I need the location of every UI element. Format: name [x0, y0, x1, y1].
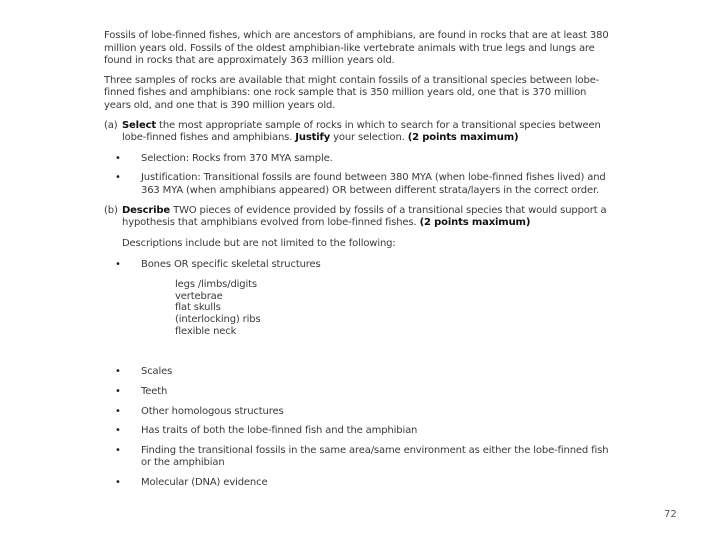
list-item: • Molecular (DNA) evidence — [104, 477, 614, 490]
part-a-verb-justify: Justify — [295, 132, 331, 144]
part-a-label: (a) — [104, 119, 118, 131]
bones-bullet-text: Bones OR specific skeletal structures — [141, 259, 321, 271]
list-item — [104, 259, 614, 337]
part-a-text-1: the most appropriate sample of rocks in which to search for a transitional species between lobe-finned fishes and amphibians. — [122, 119, 601, 144]
skeletal-structures-list — [141, 279, 614, 338]
part-a-points: (2 points maximum) — [407, 132, 519, 144]
part-a-selection: • Selection: Rocks from 370 MYA sample. — [104, 153, 614, 166]
list-item: • Scales — [104, 366, 614, 379]
list-item: flat skulls — [175, 302, 221, 314]
part-b-points: (2 points maximum) — [419, 217, 531, 229]
list-item: vertebrae — [175, 290, 223, 302]
part-a-text-2: your selection. — [330, 132, 408, 144]
list-item: • Has traits of both the lobe-finned fish and the amphibian — [104, 425, 614, 438]
part-b-question — [104, 205, 614, 230]
list-item: • Teeth — [104, 386, 614, 399]
part-a-verb-select: Select — [122, 119, 157, 131]
part-b-label: (b) — [104, 204, 118, 216]
intro-paragraph-1: Fossils of lobe-finned fishes, which are ancestors of amphibians, are found in rocks that are at least 380 million years old. Fossils of the oldest amphibian-like vertebrate animals with true legs and lungs are found in rocks that are approximately 363 million years old. — [104, 30, 609, 67]
part-a-question — [104, 120, 614, 145]
page-number: 72 — [664, 509, 677, 520]
part-b-verb-describe: Describe — [122, 204, 171, 216]
part-b-answers — [104, 259, 614, 489]
scoring-guide — [104, 30, 614, 497]
part-a-answers — [104, 153, 614, 198]
intro-paragraph-2: Three samples of rocks are available that might contain fossils of a transitional species between lobe-finned fishes and amphibians: one rock sample that is 350 million years old, one that is 370 million years old, and one that is 390 million years old. — [104, 74, 600, 111]
part-b-note: Descriptions include but are not limited to the following: — [122, 237, 396, 249]
list-item: (interlocking) ribs — [175, 314, 261, 326]
part-b-text: TWO pieces of evidence provided by fossils of a transitional species that would support a hypothesis that amphibians evolved from lobe-finned fishes. — [122, 204, 607, 229]
list-item: • Finding the transitional fossils in the same area/same environment as either the lobe-finned fish or the amphibian — [104, 445, 614, 470]
part-a-justification: • Justification: Transitional fossils are found between 380 MYA (when lobe-finned fishes lived) and 363 MYA (when amphibians appeared) OR between different strata/layers in the correct order. — [104, 172, 614, 197]
list-item: flexible neck — [175, 325, 237, 337]
list-item: legs /limbs/digits — [175, 278, 257, 290]
list-item: • Other homologous structures — [104, 406, 614, 419]
